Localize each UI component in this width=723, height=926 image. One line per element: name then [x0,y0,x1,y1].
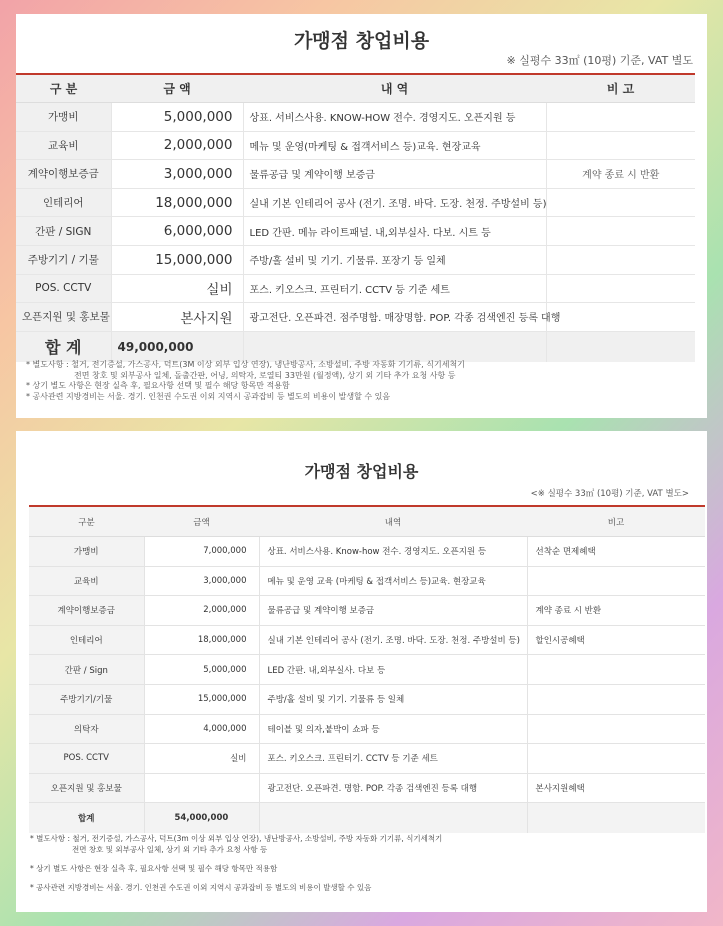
row-category: POS. CCTV [16,274,111,303]
row-details: 물류공급 및 계약이행 보증금 [259,596,527,626]
row-category: 가맹비 [29,537,144,567]
header-amount: 금액 [144,506,259,537]
table-row [29,684,705,714]
footnote: * 공사관련 지방경비는 서울. 경기. 인천권 수도권 이외 지역시 공과잡비 등 별도의 비용이 발생할 수 있음 [26,391,391,401]
row-remarks: 본사지원혜택 [527,773,705,803]
total-details [259,803,527,834]
row-amount: 실비 [144,744,259,774]
row-remarks [527,684,705,714]
cost-table-1 [16,73,695,362]
footnote: 전면 창호 및 외부공사 일체, 상기 외 기타 추가 요청 사항 등 [72,845,268,854]
row-remarks: 계약 종료 시 반환 [527,596,705,626]
row-category: 오픈지원 및 홍보물 [16,303,111,332]
row-details: 실내 기본 인테리어 공사 (전기. 조명. 바닥. 도장. 천정. 주방설비 등) [243,188,546,217]
table-row [29,537,705,567]
row-amount: 3,000,000 [111,160,243,189]
footnotes [26,360,465,402]
row-category: 간판 / SIGN [16,217,111,246]
header-category: 구분 [29,506,144,537]
row-category: 인테리어 [16,188,111,217]
row-remarks [546,217,695,246]
row-details: 주방/홀 설비 및 기기. 기물류 등 일체 [259,684,527,714]
row-details: LED 간판. 메뉴 라이트패널. 내,외부실사. 다보. 시트 등 [243,217,546,246]
row-remarks [546,303,695,332]
row-remarks [527,714,705,744]
row-category: 간판 / Sign [29,655,144,685]
row-category: 계약이행보증금 [16,160,111,189]
row-remarks [546,131,695,160]
row-amount: 15,000,000 [111,245,243,274]
total-details [243,331,546,362]
page-title: 가맹점 창업비용 [293,30,430,52]
footnotes [30,833,442,893]
row-remarks [546,103,695,132]
row-amount: 3,000,000 [144,566,259,596]
table-row [29,596,705,626]
row-amount: 5,000,000 [144,655,259,685]
total-remarks [527,803,705,834]
row-details: 실내 기본 인테리어 공사 (전기. 조명. 바닥. 도장. 천정. 주방설비 등) [259,625,527,655]
cost-panel-1 [16,14,707,418]
row-category: 주방기기/기물 [29,684,144,714]
total-amount: 49,000,000 [111,331,243,362]
row-category: 오픈지원 및 홍보물 [29,773,144,803]
row-remarks: 계약 종료 시 반환 [546,160,695,189]
row-amount: 4,000,000 [144,714,259,744]
row-category: 가맹비 [16,103,111,132]
footnote: * 별도사항 : 철거, 전기증설, 가스공사, 덕트(3m 이상 외부 입상 연장), 냉난방공사, 소방설비, 주방 자동화 기기류, 식기세척기 [30,834,443,843]
header-amount: 금 액 [111,74,243,103]
row-category: 교육비 [16,131,111,160]
row-details: 포스. 키오스크. 프린터기. CCTV 등 기준 세트 [259,744,527,774]
footnote: * 별도사항 : 철거, 전기증설, 가스공사, 덕트(3M 이상 외부 입상 연장), 냉난방공사, 소방설비, 주방 자동화 기기류, 식기세척기 [26,360,465,369]
row-category: 의탁자 [29,714,144,744]
total-amount: 54,000,000 [144,803,259,834]
row-remarks [546,245,695,274]
row-category: 인테리어 [29,625,144,655]
total-row [16,331,695,362]
row-amount: 2,000,000 [111,131,243,160]
table-row [29,655,705,685]
row-remarks [546,274,695,303]
total-remarks [546,331,695,362]
row-details: 물류공급 및 계약이행 보증금 [243,160,546,189]
row-details: 메뉴 및 운영 교육 (마케팅 & 접객서비스 등)교육. 현장교육 [259,566,527,596]
table-header-row [29,506,705,537]
total-label: 합계 [29,803,144,834]
row-amount [144,773,259,803]
row-category: 교육비 [29,566,144,596]
row-remarks: 할인시공혜택 [527,625,705,655]
row-amount: 7,000,000 [144,537,259,567]
table-row [29,744,705,774]
row-remarks: 선착순 면제혜택 [527,537,705,567]
table-row [29,625,705,655]
row-details: 포스. 키오스크. 프린터기. CCTV 등 기준 세트 [243,274,546,303]
table-row [29,566,705,596]
table-header-row [16,74,695,103]
row-amount: 18,000,000 [144,625,259,655]
row-remarks [527,744,705,774]
footnote: * 공사관련 지방경비는 서울. 경기. 인천권 수도권 이외 지역시 공과잡비 등 별도의 비용이 발생할 수 있음 [30,883,372,892]
header-category: 구 분 [16,74,111,103]
row-amount: 실비 [111,274,243,303]
row-details: 테이블 및 의자,붙박이 쇼파 등 [259,714,527,744]
row-details: LED 간판. 내,외부실사. 다보 등 [259,655,527,685]
basis-note: <※ 실평수 33㎡ (10평) 기준, VAT 별도> [530,489,689,499]
table-row [16,303,695,332]
row-amount: 2,000,000 [144,596,259,626]
page-title: 가맹점 창업비용 [304,462,419,481]
row-details: 광고전단. 오픈파견. 점주명함. 매장명함. POP. 각종 검색엔진 등록 대행 [243,303,546,332]
header-details: 내역 [259,506,527,537]
row-remarks [527,566,705,596]
table-row [16,103,695,132]
row-amount: 5,000,000 [111,103,243,132]
cost-table-2 [29,505,705,833]
row-details: 메뉴 및 운영(마케팅 & 접객서비스 등)교육. 현장교육 [243,131,546,160]
table-row [16,245,695,274]
row-remarks [546,188,695,217]
header-details: 내 역 [243,74,546,103]
total-label: 합 계 [16,331,111,362]
row-details: 상표. 서비스사용. KNOW-HOW 전수. 경영지도. 오픈지원 등 [243,103,546,132]
cost-panel-2 [16,431,707,912]
row-amount: 6,000,000 [111,217,243,246]
total-row [29,803,705,834]
row-category: 계약이행보증금 [29,596,144,626]
footnote: * 상기 별도 사항은 현장 실측 후, 필요사항 선택 및 필수 해당 항목만 적용함 [26,381,290,390]
table-row [16,217,695,246]
header-remarks: 비고 [527,506,705,537]
row-category: 주방기기 / 기물 [16,245,111,274]
footnote: 전면 창호 및 외부공사 일체, 돌출간판, 어닝, 의탁자, 로열티 33만원 (월정액), 상기 외 기타 추가 요청 사항 등 [74,370,456,380]
table-row [16,274,695,303]
header-remarks: 비 고 [546,74,695,103]
table-row [29,714,705,744]
basis-note: ※ 실평수 33㎡ (10평) 기준, VAT 별도 [506,54,693,67]
footnote: * 상기 별도 사항은 현장 실측 후, 필요사항 선택 및 필수 해당 항목만 적용함 [30,864,278,873]
row-remarks [527,655,705,685]
table-row [16,188,695,217]
table-row [16,131,695,160]
row-details: 상표. 서비스사용. Know-how 전수. 경영지도. 오픈지원 등 [259,537,527,567]
row-amount: 본사지원 [111,303,243,332]
table-row [16,160,695,189]
row-details: 주방/홀 설비 및 기기. 기물류. 포장기 등 일체 [243,245,546,274]
row-amount: 18,000,000 [111,188,243,217]
table-row [29,773,705,803]
row-amount: 15,000,000 [144,684,259,714]
row-category: POS. CCTV [29,744,144,774]
row-details: 광고전단. 오픈파견. 명함. POP. 각종 검색엔진 등록 대행 [259,773,527,803]
